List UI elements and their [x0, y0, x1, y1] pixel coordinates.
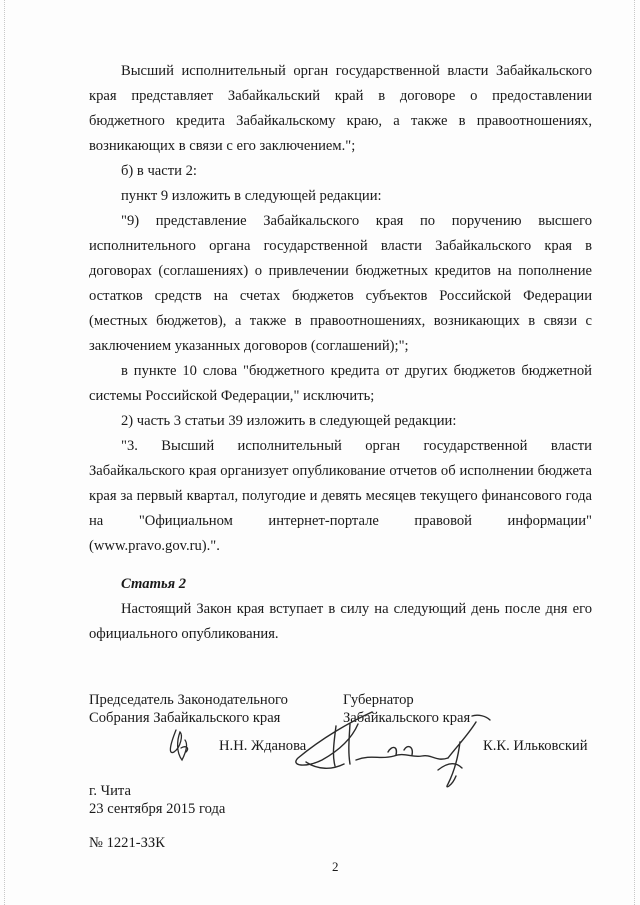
city: г. Чита [89, 783, 131, 799]
signatory-right-title [343, 691, 470, 727]
paragraph-item-9-intro: пункт 9 изложить в следующей редакции: [121, 188, 382, 204]
paragraph-part-2: б) в части 2: [121, 163, 197, 179]
signatory-right-name: К.К. Ильковский [483, 738, 588, 754]
paragraph-exec-body: Высший исполнительный орган государственной власти Забайкальского края представляет Забайкальский край в договоре о предоставлении бюджетного кредита Забайкальскому краю, а также в правоотношениях, возникающих в связи с его заключением."; [89, 63, 592, 154]
scan-edge-left [4, 0, 5, 905]
scan-edge-right [634, 0, 635, 905]
law-number: № 1221-ЗЗК [89, 835, 165, 851]
signing-date: 23 сентября 2015 года [89, 801, 226, 817]
signatory-left-line1: Председатель Законодательного [89, 692, 288, 708]
page-number: 2 [332, 859, 339, 874]
paragraph-item-10: в пункте 10 слова "бюджетного кредита от других бюджетов бюджетной системы Российской Федерации," исключить; [89, 363, 592, 404]
article-2-title: Статья 2 [121, 576, 187, 592]
law-body [89, 59, 592, 647]
signatory-left-line2: Собрания Забайкальского края [89, 710, 281, 726]
signatory-right-line1: Губернатор [343, 692, 414, 708]
article-2-text: Настоящий Закон края вступает в силу на следующий день после дня его официального опубликования. [89, 601, 592, 642]
paragraph-item-9-text: "9) представление Забайкальского края по поручению высшего исполнительного органа государственной власти Забайкальского края в договорах (соглашениях) о привлечении бюджетных кредитов на пополнение остатков средств на счетах бюджетов субъектов Российской Федерации (местных бюджетов), а также в правоотношениях, возникающих в связи с заключением указанных договоров (соглашений);"; [89, 213, 592, 354]
signatory-right-line2: Забайкальского края [343, 710, 471, 726]
signature-zhdanova [170, 730, 187, 760]
signatory-left-title [89, 691, 288, 727]
paragraph-article-39: 2) часть 3 статьи 39 изложить в следующей редакции: [121, 413, 457, 429]
signing-place-date [89, 782, 225, 818]
paragraph-article-39-text: "3. Высший исполнительный орган государственной власти Забайкальского края организует опубликование отчетов об исполнении бюджета края за первый квартал, полугодие и девять месяцев текущего финансового года на "Официальном интернет-портале правовой информации" (www.pravo.gov.ru).". [89, 438, 592, 554]
signatory-left-name: Н.Н. Жданова [219, 738, 307, 754]
